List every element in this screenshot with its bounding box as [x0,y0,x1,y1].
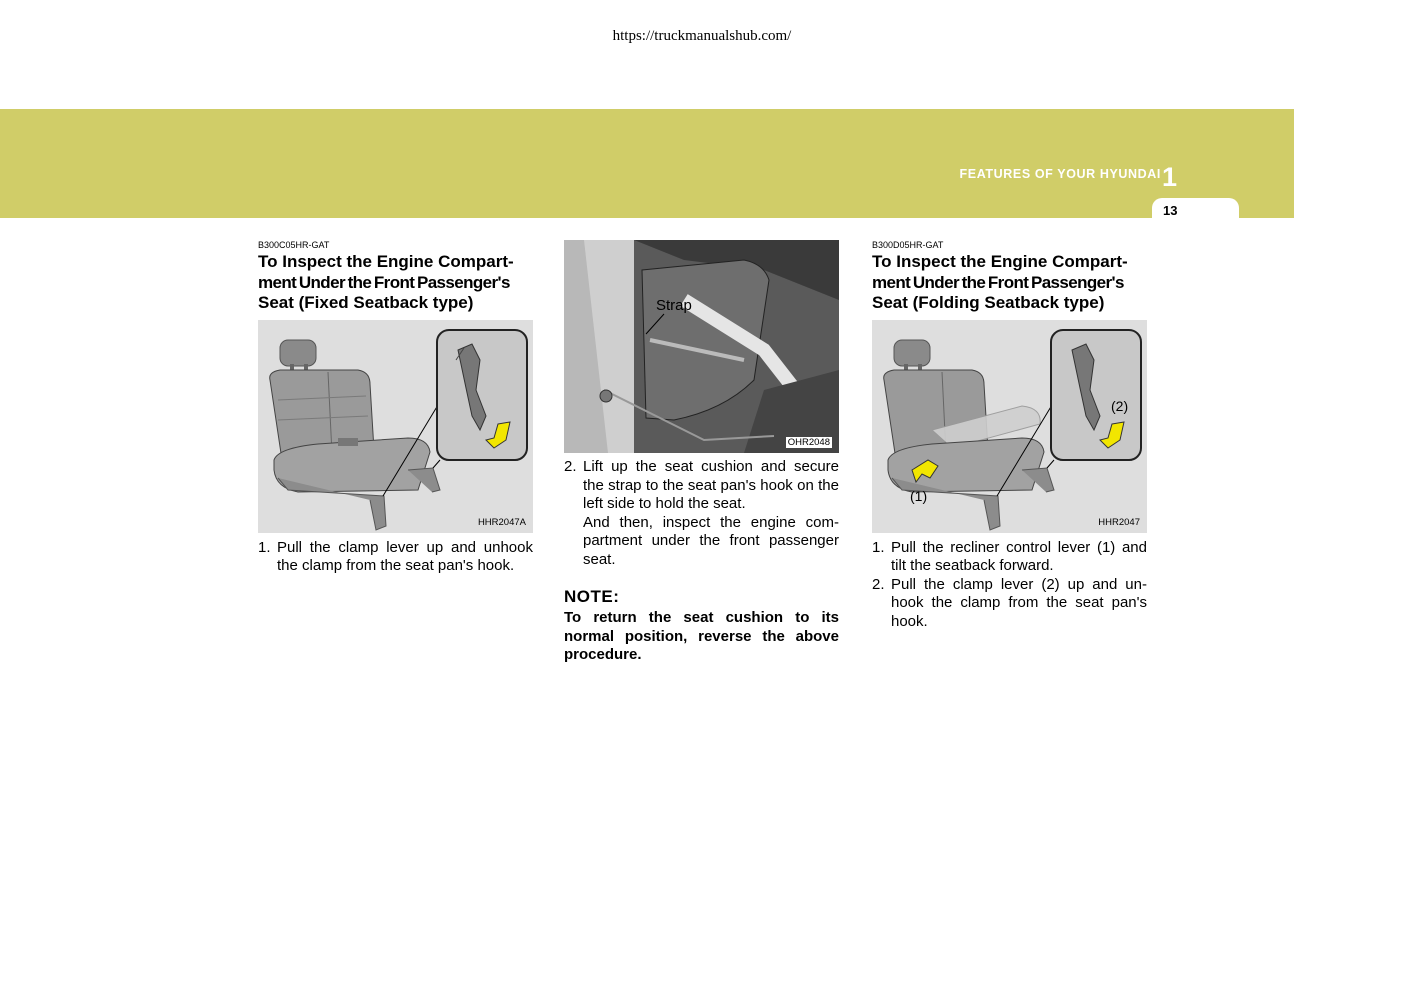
heading-line: ment Under the Front Passenger's [872,272,1124,292]
source-url: https://truckmanualshub.com/ [612,28,792,44]
heading-line: To Inspect the Engine Compart- [258,252,514,271]
fixed-seat-figure [258,320,533,533]
step-text: Pull the clamp lever (2) up and un-hook the clamp from the seat pan's hook. [891,575,1147,630]
heading-line: Seat (Folding Seatback type) [872,293,1105,312]
step-item [872,576,1147,632]
note-heading: NOTE: [564,587,620,606]
strap-figure [564,240,839,453]
step-number: 1. [872,538,885,556]
figure-label: HHR2047A [477,516,526,528]
section-heading [258,252,533,314]
step-item [564,458,839,569]
page-number: 13 [1163,203,1178,218]
folding-seat-figure [872,320,1147,533]
strap-illustration [564,240,839,453]
callout-label: (2) [1111,397,1129,414]
heading-line: To Inspect the Engine Compart- [872,252,1128,271]
heading-line: Seat (Fixed Seatback type) [258,293,474,312]
heading-line: ment Under the Front Passenger's [258,272,510,292]
step-number: 2. [564,458,577,475]
step-text: Pull the recliner control lever (1) and tilt the seatback forward. [891,538,1147,574]
fixed-seat-illustration [258,320,533,533]
step-text: And then, inspect the engine com-partment under the front passenger seat. [583,513,839,568]
left-steps [258,539,533,576]
section-title: FEATURES OF YOUR HYUNDAI [959,167,1161,181]
step-item [872,539,1147,576]
step-item [258,539,533,576]
chapter-number: 1 [1162,162,1178,192]
callout-label: (1) [910,487,928,504]
left-column [258,240,533,576]
middle-steps [564,458,839,569]
middle-column [564,240,839,665]
note-text: To return the seat cushion to its normal position, reverse the above procedure. [564,609,839,663]
header-band [0,109,1294,218]
step-number: 1. [258,538,271,556]
right-column [872,240,1147,631]
section-heading [872,252,1147,314]
right-steps [872,539,1147,632]
section-code: B300C05HR-GAT [258,240,330,250]
step-number: 2. [872,575,885,593]
step-text: Pull the clamp lever up and unhook the clamp from the seat pan's hook. [277,538,533,574]
figure-label: OHR2048 [787,437,830,448]
step-text: Lift up the seat cushion and secure the strap to the seat pan's hook on the left side to hold the seat. [583,458,839,512]
section-code: B300D05HR-GAT [872,240,944,250]
figure-label: HHR2047 [1098,516,1140,528]
strap-label: Strap [656,297,692,314]
